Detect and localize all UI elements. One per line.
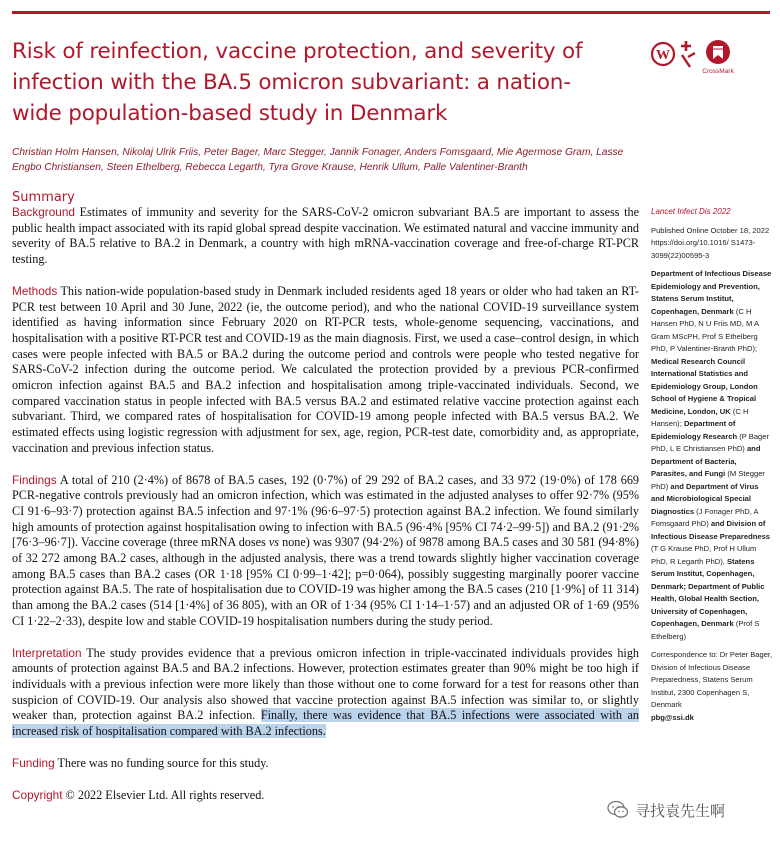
affiliation-5: and Department of Virus and Microbiological Special Diagnostics xyxy=(651,481,759,516)
funding-label: Funding xyxy=(12,755,55,770)
copyright-paragraph xyxy=(12,788,639,804)
wechat-icon xyxy=(607,800,629,820)
crossmark-icon[interactable] xyxy=(706,40,730,64)
methods-label: Methods xyxy=(12,283,58,298)
abstract-body xyxy=(12,205,639,819)
correspondence xyxy=(651,649,773,724)
background-text: Estimates of immunity and severity for the SARS-CoV-2 omicron subvariant BA.5 are important to assess the public health impact associated with its rapid global spread despite vaccination. We estimated natural and vaccine immunity and severity of BA.5 relative to BA.2 in Denmark, a country with high mRNA-vaccination coverage and free-of-charge RT-PCR testing. xyxy=(12,205,640,267)
affiliation-7-authors: (Prof S Ethelberg) xyxy=(651,619,760,641)
publication-info[interactable]: Published Online October 18, 2022 https://doi.org/10.1016/ S1473-3099(22)00595-3 xyxy=(651,225,770,260)
affiliation-6: and Division of Infectious Disease Preparedness xyxy=(651,519,771,541)
affiliation-2-authors: (C H Hansen); xyxy=(651,406,749,428)
affiliation-4-authors: (M Stegger PhD) xyxy=(651,469,765,491)
background-paragraph xyxy=(12,205,639,268)
affiliation-5-authors: (J Fonager PhD, A Fomsgaard PhD) xyxy=(651,506,759,528)
affiliation-1: Department of Infectious Disease Epidemiology and Prevention, Statens Serum Institut, Copenhagen, Denmark xyxy=(651,269,772,316)
affiliation-3-authors: (P Bager PhD, L E Christiansen PhD) xyxy=(651,431,770,453)
funding-paragraph xyxy=(12,756,639,772)
top-rule xyxy=(12,11,770,14)
background-label: Background xyxy=(12,205,75,219)
watermark xyxy=(607,793,775,827)
interpretation-highlighted-text[interactable]: Finally, there was evidence that BA.5 infections were associated with an increased risk of hospitalisation compared with BA.2 infections. xyxy=(12,708,639,739)
funding-text: There was no funding source for this study. xyxy=(57,755,269,770)
affiliation-3: Department of Epidemiology Research xyxy=(651,419,738,441)
affiliation-6-authors: (T G Krause PhD, Prof H Ullum PhD, R Legarth PhD), xyxy=(651,544,757,566)
crossmark-label: CrossMark xyxy=(702,68,734,75)
findings-label: Findings xyxy=(12,472,57,487)
svg-text:W: W xyxy=(656,48,670,63)
add-to-favourites-icon[interactable] xyxy=(681,41,695,67)
methods-paragraph xyxy=(12,284,639,457)
article-icons xyxy=(651,37,735,77)
copyright-text: © 2022 Elsevier Ltd. All rights reserved. xyxy=(65,787,265,802)
sidebar xyxy=(651,206,773,730)
summary-heading: Summary xyxy=(12,190,75,205)
correspondence-email[interactable]: pbg@ssi.dk xyxy=(651,712,694,722)
copyright-label: Copyright xyxy=(12,787,63,802)
findings-paragraph xyxy=(12,473,639,630)
affiliation-1-authors: (C H Hansen PhD, N U Friis MD, M A Gram MScPH, Prof S Ethelberg PhD, P Valentiner-Branth PhD); xyxy=(651,306,759,353)
findings-vs: vs xyxy=(268,535,280,550)
affiliation-7: Statens Serum Institut, Copenhagen, Denmark; Department of Public Health, Global Health Section, University of Copenhagen, Copenhagen, Denmark xyxy=(651,556,765,628)
open-access-icon[interactable] xyxy=(652,43,674,65)
affiliations xyxy=(651,268,773,643)
journal-citation: Lancet Infect Dis 2022 xyxy=(651,207,731,216)
author-list: Christian Holm Hansen, Nikolaj Ulrik Friis, Peter Bager, Marc Stegger, Jannik Fonager, Anders Fomsgaard, Mie Agermose Gram, Lasse Engbo Christiansen, Steen Ethelberg, Rebecca Legarth, Tyra Grove Krause, Henrik Ullum, Palle Valentiner-Branth xyxy=(12,147,624,173)
article-title: Risk of reinfection, vaccine protection, and severity of infection with the BA.5 omicron subvariant: a nation-wide population-based study in Denmark xyxy=(12,39,583,126)
methods-text: This nation-wide population-based study in Denmark included residents aged 18 years or older who had taken an RT-PCR test between 10 April and 30 June, 2022 (ie, the outcome period), and who the national COVID-19 surveillance system identified as having information since February 2020 on RT-PCR tests, whole-genome sequencing, vaccinations, and hospitalisation with a positive RT-PCR test and COVID-19 as the main diagnosis. First, we used a case–control design, in which cases were people infected with BA.5 or BA.2 during the outcome period and controls were people who tested negative for SARS-CoV-2 infection during the outcome period. We calculated the protection provided by a previous PCR-confirmed omicron infection against BA.5 and BA.2 infection and hospitalisation among triple-vaccinated individuals. Second, we compared vaccination status in people infected with BA.5 versus BA.2 and estimated relative vaccine protection against each subvariant. Third, we compared rates of hospitalisation for COVID-19 among people infected with BA.5 versus BA.2. We estimated effects using logistic regression with adjustment for sex, age, region, PCR-test date, comorbidity and, as appropriate, vaccination and previous infection status. xyxy=(12,283,639,455)
affiliation-2: Medical Research Council International Statistics and Epidemiology Group, London School of Hygiene & Tropical Medicine, London, UK xyxy=(651,356,758,416)
interpretation-paragraph xyxy=(12,646,639,740)
affiliation-4: and Department of Bacteria, Parasites, and Fungi xyxy=(651,444,761,478)
interpretation-label: Interpretation xyxy=(12,645,82,660)
interpretation-text: The study provides evidence that a previous omicron infection in triple-vaccinated individuals provides high amounts of protection against BA.5 and BA.2 infections. However, protection estimates greater than 90% might be too high if individuals with a previous infection were more likely than those without one to come forward for a test for reasons other than suspicion of COVID-19. Our analysis also showed that vaccine protection against BA.5 infection was similar to, or slightly weaker than, protection against BA.2 infection. xyxy=(12,645,640,723)
findings-text-1: A total of 210 (2·4%) of 8678 of BA.5 cases, 192 (0·7%) of 29 292 of BA.2 cases, and 33 972 (19·0%) of 178 669 PCR-negative controls previously had an omicron infection, which was estimated in the adjusted analyses to offer 92·7% (95% CI 91·6–93·7) protection against BA.5 infection and 97·1% (96·6–97·5) protection against BA.2 infection. We found similarly high amounts of protection against hospitalisation owing to infection with BA.5 (96·4% [95% CI 74·2–99·5]) and BA.2 (91·2% [76·3–96·7]). Vaccine coverage (three mRNA doses xyxy=(12,472,640,550)
watermark-text: 寻找袁先生啊 xyxy=(635,801,726,820)
correspondence-text: Correspondence to: Dr Peter Bager, Division of Infectious Disease Preparedness, Statens Serum Institut, 2300 Copenhagen S, Denmark xyxy=(651,650,773,709)
findings-text-2: none) was 9307 (94·2%) of 9878 among BA.5 cases and 30 581 (94·8%) of 32 272 among BA.2 cases, although in the adjusted analysis, there was a trend towards slightly higher vaccination coverage among BA.5 cases than BA.2 cases (OR 1·18 [95% CI 0·99–1·42]; p=0·064), possibly suggesting marginally poorer vaccine protection against BA.5. The rate of hospitalisation due to COVID-19 was higher among the BA.5 cases (210 [1·9%] of 11 314) than among the BA.2 cases (514 [1·4%] of 36 805), with an OR of 1·34 (95% CI 1·14–1·57) and an adjusted OR of 1·69 (95% CI 1·22–2·33), despite low and stable COVID-19 hospitalisation numbers during the study period. xyxy=(12,535,639,628)
